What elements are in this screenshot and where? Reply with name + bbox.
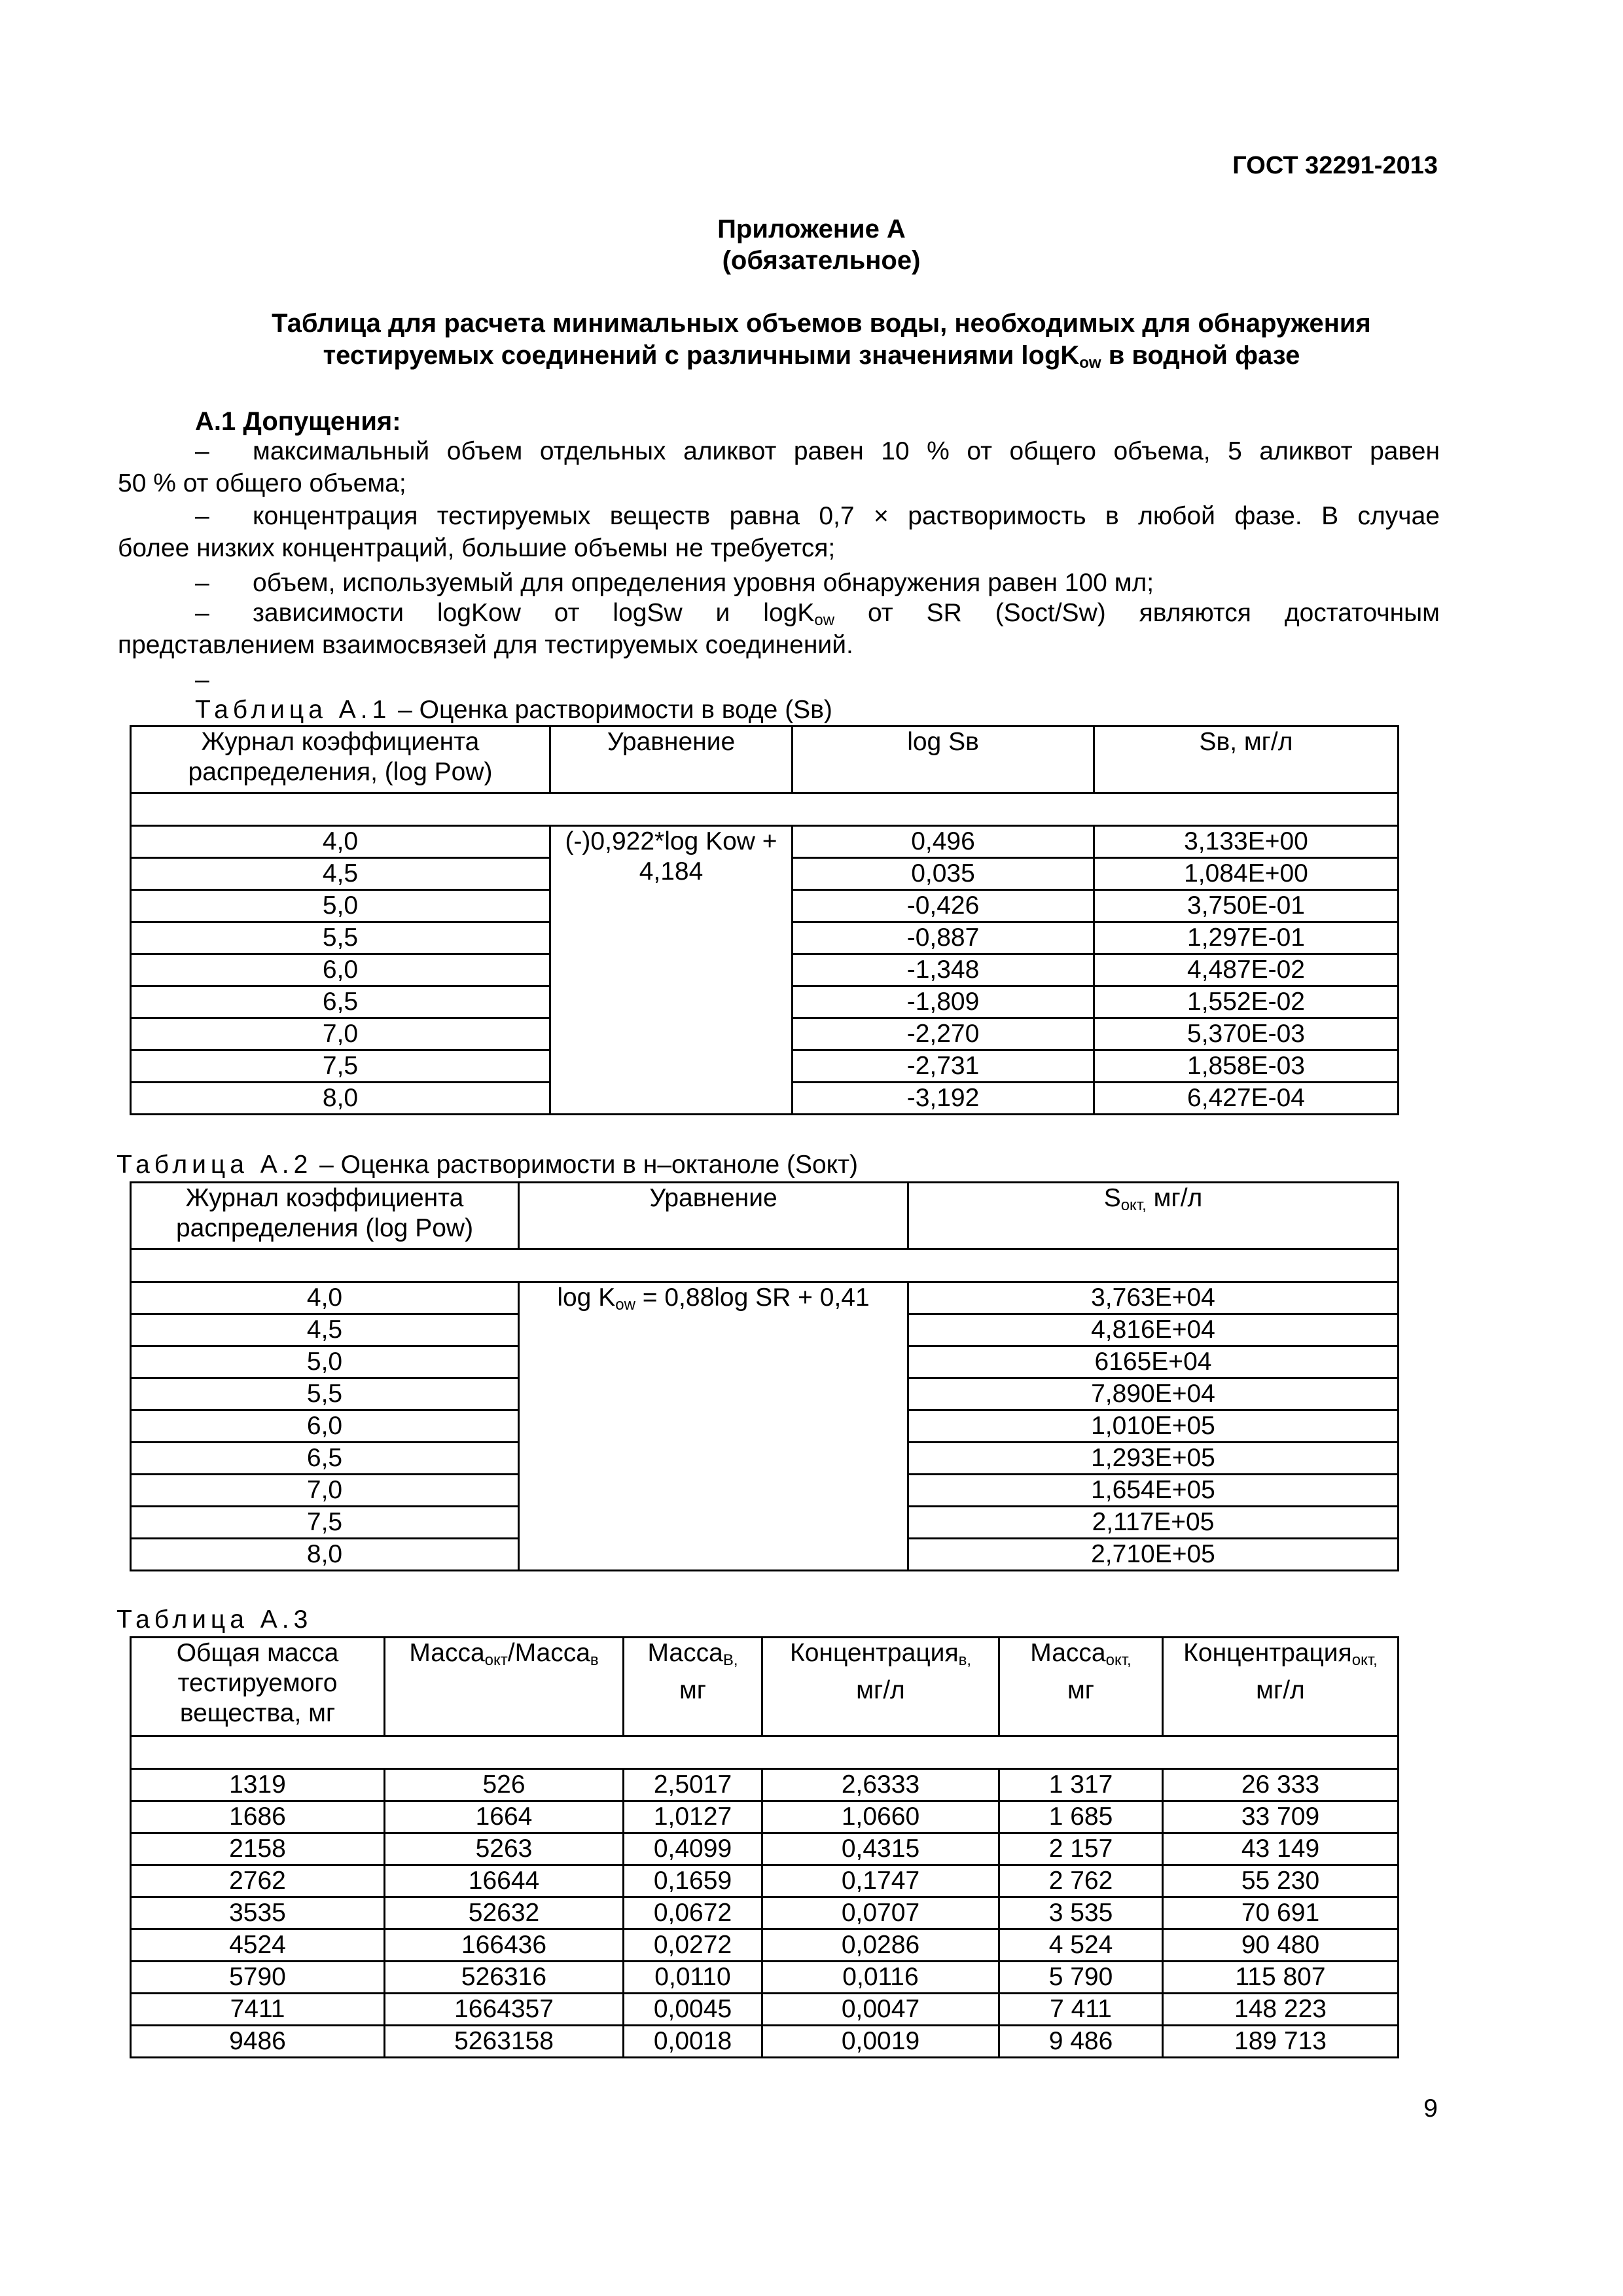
- cell-mass-ratio: 526: [385, 1769, 624, 1801]
- cell-conc-water: 2,6333: [762, 1769, 999, 1801]
- cell-conc-oct: 33 709: [1163, 1801, 1399, 1833]
- table-a3-header-mass-ratio: Масса$_{окт}$/Масса$_в$: [385, 1638, 624, 1736]
- cell-conc-oct: 55 230: [1163, 1865, 1399, 1897]
- cell-log-sw: 0,496: [793, 826, 1094, 858]
- standard-code: ГОСТ 32291-2013: [1232, 152, 1438, 179]
- table-row: [131, 1801, 1399, 1833]
- cell-log-pow: 6,0: [131, 1410, 519, 1443]
- cell-log-pow: 7,0: [131, 1018, 550, 1050]
- cell-sw: 3,750E-01: [1094, 890, 1399, 922]
- cell-total-mass: 2762: [131, 1865, 385, 1897]
- page-number: 9: [1423, 2094, 1438, 2123]
- cell-conc-water: 0,0116: [762, 1962, 999, 1994]
- cell-log-sw: 0,035: [793, 858, 1094, 890]
- cell-mass-ratio: 166436: [385, 1929, 624, 1962]
- cell-mass-water: 1,0127: [624, 1801, 762, 1833]
- cell-sw: 3,133E+00: [1094, 826, 1399, 858]
- assumption-1-line-2: 50 % от общего объема;: [118, 469, 406, 497]
- cell-soct: 7,890E+04: [908, 1378, 1399, 1410]
- appendix-status: (обязательное): [722, 246, 921, 275]
- cell-total-mass: 3535: [131, 1897, 385, 1929]
- cell-soct: 1,010E+05: [908, 1410, 1399, 1443]
- cell-log-pow: 4,0: [131, 826, 550, 858]
- cell-total-mass: 2158: [131, 1833, 385, 1865]
- cell-soct: 2,710E+05: [908, 1539, 1399, 1571]
- assumption-4-line-2: представлением взаимосвязей для тестируемых соединений.: [118, 631, 853, 659]
- cell-conc-oct: 115 807: [1163, 1962, 1399, 1994]
- cell-log-pow: 5,0: [131, 1346, 519, 1378]
- cell-conc-water: 1,0660: [762, 1801, 999, 1833]
- cell-log-pow: 8,0: [131, 1083, 550, 1115]
- cell-mass-oct: 2 762: [999, 1865, 1163, 1897]
- cell-mass-water: 0,1659: [624, 1865, 762, 1897]
- cell-log-pow: 6,5: [131, 986, 550, 1018]
- table-row: [131, 1929, 1399, 1962]
- cell-mass-oct: 4 524: [999, 1929, 1163, 1962]
- table-row: [131, 1833, 1399, 1865]
- table-a3-spacer-row: [131, 1736, 1399, 1769]
- cell-soct: 6165E+04: [908, 1346, 1399, 1378]
- cell-total-mass: 7411: [131, 1994, 385, 2026]
- table-row: [131, 826, 1399, 858]
- cell-total-mass: 9486: [131, 2026, 385, 2058]
- cell-equation: [519, 1282, 908, 1571]
- table-a1-header-equation: Уравнение: [550, 726, 793, 793]
- equation-part: = 0,88log SR + 0,41: [635, 1283, 870, 1312]
- cell-mass-oct: 9 486: [999, 2026, 1163, 2058]
- cell-log-pow: 4,5: [131, 858, 550, 890]
- table-a3-header-conc-water: Концентрация$_{в,}$ мг/л: [762, 1638, 999, 1736]
- cell-conc-water: 0,4315: [762, 1833, 999, 1865]
- table-a2-spacer-row: [131, 1249, 1399, 1282]
- cell-total-mass: 1686: [131, 1801, 385, 1833]
- table-row: [131, 1865, 1399, 1897]
- cell-sw: 1,084E+00: [1094, 858, 1399, 890]
- table-a1-header-log-sw: log Sв: [793, 726, 1094, 793]
- cell-mass-ratio: 1664: [385, 1801, 624, 1833]
- cell-conc-water: 0,0286: [762, 1929, 999, 1962]
- cell-conc-oct: 148 223: [1163, 1994, 1399, 2026]
- cell-log-sw: -0,426: [793, 890, 1094, 922]
- table-a2-caption: Таблица А.2 – Оценка растворимости в н–октаноле (Sокт): [116, 1151, 859, 1179]
- cell-log-pow: 4,5: [131, 1314, 519, 1346]
- cell-log-pow: 6,5: [131, 1443, 519, 1475]
- table-a1: [130, 725, 1399, 1115]
- cell-mass-water: 0,0672: [624, 1897, 762, 1929]
- cell-log-pow: 7,0: [131, 1475, 519, 1507]
- cell-mass-water: 2,5017: [624, 1769, 762, 1801]
- cell-conc-water: 0,1747: [762, 1865, 999, 1897]
- cell-mass-ratio: 16644: [385, 1865, 624, 1897]
- cell-mass-water: 0,4099: [624, 1833, 762, 1865]
- table-row: [131, 2026, 1399, 2058]
- cell-log-sw: -3,192: [793, 1083, 1094, 1115]
- cell-log-pow: 8,0: [131, 1539, 519, 1571]
- cell-mass-water: 0,0110: [624, 1962, 762, 1994]
- cell-mass-water: 0,0045: [624, 1994, 762, 2026]
- table-a3: [130, 1636, 1399, 2058]
- cell-mass-oct: 2 157: [999, 1833, 1163, 1865]
- empty-dash: –: [195, 666, 209, 694]
- assumption-2-line-2: более низких концентраций, большие объемы не требуется;: [118, 534, 836, 562]
- cell-mass-oct: 5 790: [999, 1962, 1163, 1994]
- cell-sw: 4,487E-02: [1094, 954, 1399, 986]
- cell-conc-water: 0,0707: [762, 1897, 999, 1929]
- table-a3-header-total-mass: Общая масса тестируемого вещества, мг: [131, 1638, 385, 1736]
- cell-mass-oct: 3 535: [999, 1897, 1163, 1929]
- cell-log-sw: -2,270: [793, 1018, 1094, 1050]
- cell-log-pow: 4,0: [131, 1282, 519, 1314]
- appendix-heading-line-2: тестируемых соединений с различными значениями logK$_{ow}$ в водной фазе: [323, 341, 1300, 372]
- cell-soct: 1,293E+05: [908, 1443, 1399, 1475]
- cell-mass-water: 0,0018: [624, 2026, 762, 2058]
- cell-conc-water: 0,0019: [762, 2026, 999, 2058]
- table-a2-header-equation: Уравнение: [519, 1183, 908, 1249]
- equation-subscript: ow: [615, 1296, 635, 1314]
- table-a1-spacer-row: [131, 793, 1399, 826]
- assumption-4-line-1: – зависимости logKow от logSw и logK$_{ow}$ от SR (Soct/Sw) являются достаточным: [195, 599, 1440, 629]
- table-row: [131, 1994, 1399, 2026]
- cell-log-pow: 5,0: [131, 890, 550, 922]
- cell-total-mass: 4524: [131, 1929, 385, 1962]
- cell-mass-water: 0,0272: [624, 1929, 762, 1962]
- cell-log-sw: -1,809: [793, 986, 1094, 1018]
- cell-mass-oct: 7 411: [999, 1994, 1163, 2026]
- table-row: [131, 1282, 1399, 1314]
- cell-mass-oct: 1 685: [999, 1801, 1163, 1833]
- cell-conc-oct: 26 333: [1163, 1769, 1399, 1801]
- cell-mass-ratio: 5263: [385, 1833, 624, 1865]
- cell-sw: 1,297E-01: [1094, 922, 1399, 954]
- table-a1-caption: Таблица А.1 – Оценка растворимости в воде (Sв): [195, 696, 832, 724]
- cell-conc-oct: 189 713: [1163, 2026, 1399, 2058]
- cell-conc-oct: 90 480: [1163, 1929, 1399, 1962]
- cell-sw: 1,552E-02: [1094, 986, 1399, 1018]
- assumption-1-line-1: – максимальный объем отдельных аликвот равен 10 % от общего объема, 5 аликвот равен: [195, 437, 1440, 465]
- cell-sw: 6,427E-04: [1094, 1083, 1399, 1115]
- cell-equation: (-)0,922*log Kow + 4,184: [550, 826, 793, 1115]
- table-a3-header-mass-oct: Масса$_{окт,}$ мг: [999, 1638, 1163, 1736]
- cell-log-sw: -0,887: [793, 922, 1094, 954]
- table-row: [131, 1769, 1399, 1801]
- cell-log-pow: 5,5: [131, 922, 550, 954]
- table-a1-header-sw: Sв, мг/л: [1094, 726, 1399, 793]
- cell-log-pow: 7,5: [131, 1507, 519, 1539]
- cell-mass-ratio: 1664357: [385, 1994, 624, 2026]
- cell-sw: 1,858E-03: [1094, 1050, 1399, 1083]
- cell-conc-water: 0,0047: [762, 1994, 999, 2026]
- cell-log-pow: 6,0: [131, 954, 550, 986]
- table-row: [131, 1962, 1399, 1994]
- cell-mass-ratio: 52632: [385, 1897, 624, 1929]
- appendix-title: Приложение А: [717, 215, 906, 243]
- cell-soct: 3,763E+04: [908, 1282, 1399, 1314]
- table-a2-header-soct: $S_{окт,}$ мг/л: [908, 1183, 1399, 1249]
- assumptions-title: А.1 Допущения:: [195, 407, 401, 436]
- cell-log-pow: 7,5: [131, 1050, 550, 1083]
- table-a2: [130, 1181, 1399, 1571]
- equation-part: log K: [557, 1283, 616, 1312]
- table-a2-header-log-pow: Журнал коэффициента распределения (log Pow): [131, 1183, 519, 1249]
- cell-soct: 1,654E+05: [908, 1475, 1399, 1507]
- cell-conc-oct: 43 149: [1163, 1833, 1399, 1865]
- cell-soct: 4,816E+04: [908, 1314, 1399, 1346]
- table-a3-header-mass-water: Масса$_{В,}$ мг: [624, 1638, 762, 1736]
- cell-conc-oct: 70 691: [1163, 1897, 1399, 1929]
- cell-log-sw: -1,348: [793, 954, 1094, 986]
- table-row: [131, 1897, 1399, 1929]
- cell-mass-ratio: 526316: [385, 1962, 624, 1994]
- cell-mass-oct: 1 317: [999, 1769, 1163, 1801]
- assumption-3-line-1: – объем, используемый для определения уровня обнаружения равен 100 мл;: [195, 569, 1154, 597]
- cell-log-sw: -2,731: [793, 1050, 1094, 1083]
- cell-total-mass: 5790: [131, 1962, 385, 1994]
- cell-soct: 2,117E+05: [908, 1507, 1399, 1539]
- table-a3-header-conc-oct: Концентрация$_{окт,}$ мг/л: [1163, 1638, 1399, 1736]
- cell-sw: 5,370E-03: [1094, 1018, 1399, 1050]
- assumption-2-line-1: – концентрация тестируемых веществ равна 0,7 × растворимость в любой фазе. В случае: [195, 502, 1440, 530]
- cell-mass-ratio: 5263158: [385, 2026, 624, 2058]
- table-a1-header-log-pow: Журнал коэффициента распределения, (log Pow): [131, 726, 550, 793]
- cell-total-mass: 1319: [131, 1769, 385, 1801]
- table-a3-caption: Таблица А.3: [116, 1605, 313, 1634]
- appendix-heading-line-1: Таблица для расчета минимальных объемов воды, необходимых для обнаружения: [272, 309, 1371, 338]
- cell-log-pow: 5,5: [131, 1378, 519, 1410]
